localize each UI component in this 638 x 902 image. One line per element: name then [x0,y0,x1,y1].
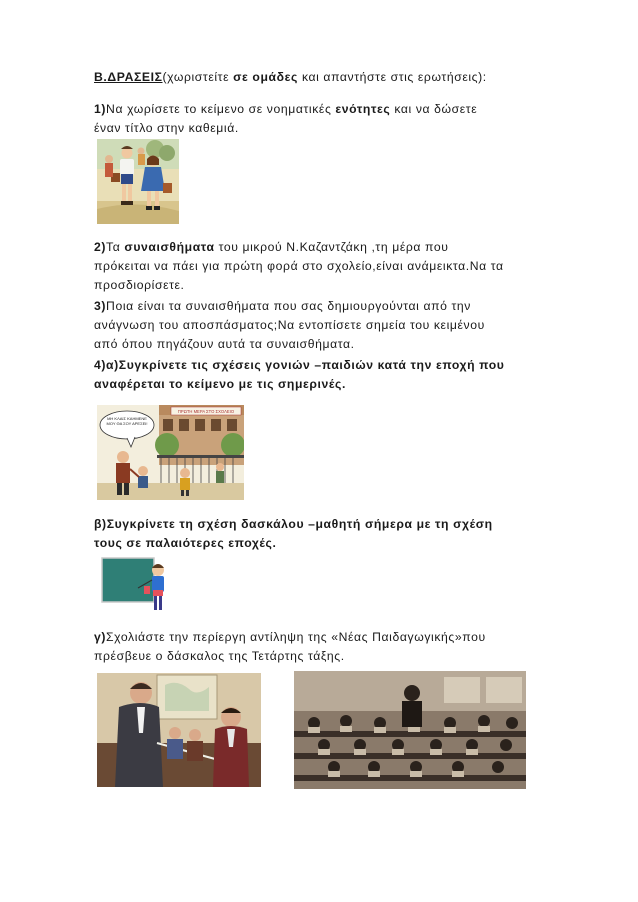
q2-bold: συναισθήματα [124,240,215,254]
q4c-line2: πρέσβευε ο δάσκαλος της Τετάρτης τάξης. [94,649,345,663]
q4b-line1: β)Συγκρίνετε τη σχέση δασκάλου –μαθητή σήμερα με τη σχέση [94,517,493,531]
q1-post: και να δώσετε [390,102,478,116]
children-walking-illustration [97,139,179,224]
question-4b [94,515,554,553]
q3-number: 3) [94,299,107,313]
q4c-line1: Σχολιάστε την περίεργη αντίληψη της «Νέας Παιδαγωγικής»που [106,630,486,644]
q1-pre: Να χωρίσετε το κείμενο σε νοηματικές [106,102,336,116]
heading-bold: σε ομάδες [233,70,298,84]
first-day-cartoon [97,405,244,500]
cartoon-banner: ΠΡΩΤΗ ΜΕΡΑ ΣΤΟ ΣΧΟΛΕΙΟ [177,409,235,414]
q3-line2: ανάγνωση του αποσπάσματος;Να εντοπίσετε σημεία του κειμένου [94,318,485,332]
question-1 [94,100,554,138]
teacher-blackboard-clipart [100,556,172,612]
question-2 [94,238,554,295]
heading-rest: και απαντήστε στις ερωτήσεις): [297,70,487,84]
q4b-line2: τους σε παλαιότερες εποχές. [94,536,277,550]
q2-post: του μικρού Ν.Καζαντζάκη ,τη μέρα που [214,240,449,254]
q4a-line1: 4)α)Συγκρίνετε τις σχέσεις γονιών –παιδιών κατά την εποχή που [94,358,505,372]
q1-number: 1) [94,102,107,116]
q1-line2: έναν τίτλο στην καθεμιά. [94,121,239,135]
q2-pre: Τα [106,240,125,254]
classroom-photo [294,671,526,789]
q2-line2: πρόκειται να πάει για πρώτη φορά στο σχολείο,είναι ανάμεικτα.Να τα [94,259,504,273]
q1-bold: ενότητες [335,102,391,116]
q4c-number: γ) [94,630,107,644]
heading-open: (χωριστείτε [162,70,234,84]
q4a-line2: αναφέρεται το κείμενο με τις σημερινές. [94,377,346,391]
q2-number: 2) [94,240,107,254]
question-3 [94,297,554,354]
cartoon-speech-bubble: ΜΗ ΚΛΑΙΣ ΚΑΗΜΕΝΕ ΜΟΥ ΘΑ ΣΟΥ ΑΡΕΣΕΙ! [106,416,148,426]
q2-line3: προσδιορίσετε. [94,278,185,292]
heading-prefix: Β.ΔΡΑΣΕΙΣ [94,70,163,84]
q3-line1: Ποια είναι τα συναισθήματα που σας δημιουργούνται από την [106,299,471,313]
teacher-student-photo [97,673,261,787]
question-4a [94,356,554,394]
question-4c [94,628,554,666]
q3-line3: από όπου πηγάζουν αυτά τα συναισθήματα. [94,337,355,351]
activities-heading [94,68,554,87]
